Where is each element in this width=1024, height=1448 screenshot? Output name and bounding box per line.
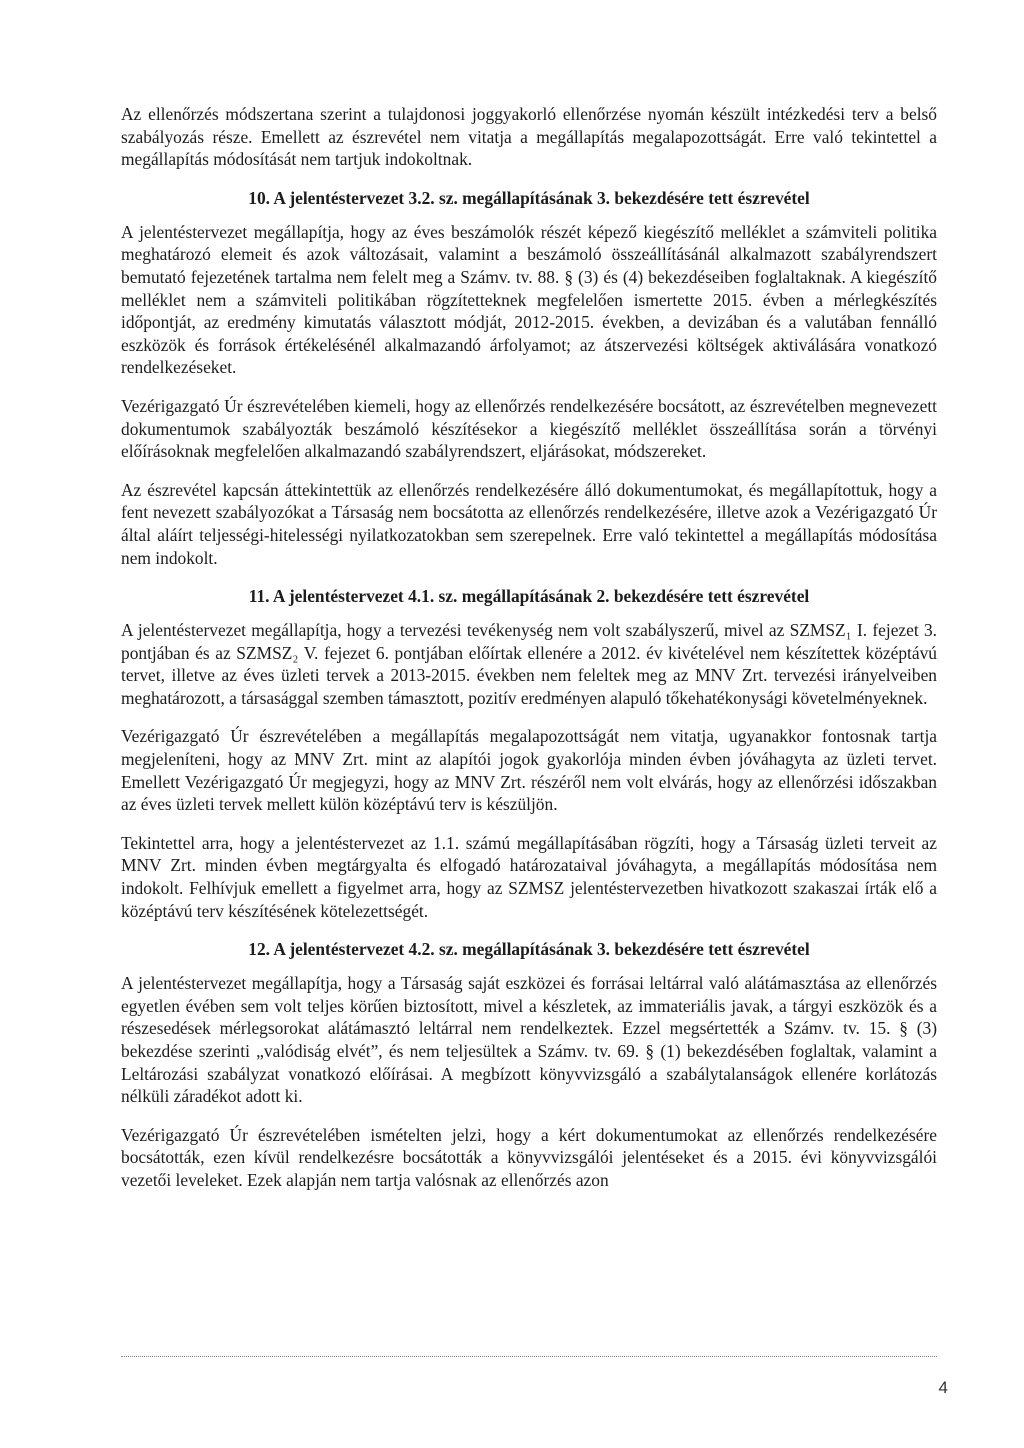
heading-12: 12. A jelentéstervezet 4.2. sz. megállapításának 3. bekezdésére tett észrevétel xyxy=(248,939,810,960)
paragraph-10-response: Az észrevétel kapcsán áttekintettük az ellenőrzés rendelkezésére álló dokumentumokat, és megállapítottuk, hogy a fent nevezett szabályozókat a Társaság nem bocsátotta az ellenőrzés rendelkezésére, illetve azok a Vezérigazgató Úr által aláírt teljességi-hitelességi nyilatkozatokban sem szerepelnek. Erre való tekintettel a megállapítás módosítása nem indokolt. xyxy=(121,479,937,568)
paragraph-12-comment: Vezérigazgató Úr észrevételében ismételten jelzi, hogy a kért dokumentumokat az ellenőrzés rendelkezésére bocsátották, ezen kívül rendelkezésre bocsátották a könyvvizsgálói jelentéseket és a 2015. évi könyvvizsgálói vezetői leveleket. Ezek alapján nem tartja valósnak az ellenőrzés azon xyxy=(121,1124,937,1190)
paragraph-11-comment: Vezérigazgató Úr észrevételében a megállapítás megalapozottságát nem vitatja, ugyanakkor fontosnak tartja megjeleníteni, hogy az MNV Zrt. mint az alapítói jogok gyakorlója minden évben jóváhagyta az üzleti tervet. Emellett Vezérigazgató Úr megjegyzi, hogy az MNV Zrt. részéről nem volt elvárás, hogy az ellenőrzési időszakban az éves üzleti tervek mellett külön középtávú terv is készüljön. xyxy=(121,726,937,815)
paragraph-intro: Az ellenőrzés módszertana szerint a tulajdonosi joggyakorló ellenőrzése nyomán készült intézkedési terv a belső szabályozás része. Emellett az észrevétel nem vitatja a megállapítás megalapozottságát. Erre való tekintettel a megállapítás módosítását nem tartjuk indokoltnak. xyxy=(121,104,937,170)
footer-rule xyxy=(121,1356,937,1357)
paragraph-10-finding: A jelentéstervezet megállapítja, hogy az éves beszámolók részét képező kiegészítő melléklet a számviteli politika meghatározó elemeit és azok változásait, valamint a beszámoló összeállításánál alkalmazott szabályrendszert bemutató fejezetének tartalma nem felelt meg a Számv. tv. 88. § (3) és (4) bekezdéseiben foglaltaknak. A kiegészítő melléklet nem a számviteli politikában rögzítetteknek megfelelően ismertette 2015. évben a mérlegkészítés időpontját, az eredmény kimutatás választott módját, 2012-2015. években, a devizában és a valutában fennálló eszközök és források értékelésénél alkalmazandó árfolyamot; az átszervezési költségek aktiválására vonatkozó rendelkezéseket. xyxy=(121,221,937,378)
paragraph-12-finding: A jelentéstervezet megállapítja, hogy a Társaság saját eszközei és forrásai leltárral való alátámasztása az ellenőrzés egyetlen évében sem volt teljes körűen biztosított, mivel a készletek, az immateriális javak, a tárgyi eszközök és a részesedések mérlegsorokat alátámasztó leltárral nem rendelkeztek. Ezzel megsértették a Számv. tv. 15. § (3) bekezdése szerinti „valódiság elvét”, és nem teljesültek a Számv. tv. 69. § (1) bekezdésében foglaltak, valamint a Leltározási szabályzat vonatkozó előírásai. A megbízott könyvvizsgáló a szabálytalanságok ellenére korlátozás nélküli záradékot adott ki. xyxy=(121,973,937,1107)
heading-11: 11. A jelentéstervezet 4.1. sz. megállapításának 2. bekezdésére tett észrevétel xyxy=(248,586,810,607)
heading-10: 10. A jelentéstervezet 3.2. sz. megállapításának 3. bekezdésére tett észrevétel xyxy=(248,187,810,208)
paragraph-11-response: Tekintettel arra, hogy a jelentéstervezet az 1.1. számú megállapításában rögzíti, hogy a Társaság üzleti terveit az MNV Zrt. minden évben megtárgyalta és elfogadó határozataival jóváhagyta, a megállapítás módosítása nem indokolt. Felhívjuk emellett a figyelmet arra, hogy az SZMSZ jelentéstervezetben hivatkozott szakaszai írták elő a középtávú terv készítésének kötelezettségét. xyxy=(121,832,937,921)
document-body xyxy=(121,103,937,1208)
paragraph-11-finding: A jelentéstervezet megállapítja, hogy a tervezési tevékenység nem volt szabályszerű, mivel az SZMSZ₁ I. fejezet 3. pontjában és az SZMSZ₂ V. fejezet 6. pontjában előírtak ellenére a 2012. év kivételével nem készítettek középtávú tervet, illetve az éves üzleti tervek a 2013-2015. években nem feleltek meg az MNV Zrt. tervezési irányelveiben meghatározott, a társasággal szemben támasztott, pozitív eredményen alapuló tőkehatékonysági követelményeknek. xyxy=(121,620,937,708)
page-number: 4 xyxy=(938,1378,948,1397)
paragraph-10-comment: Vezérigazgató Úr észrevételében kiemeli, hogy az ellenőrzés rendelkezésére bocsátott, az észrevételben megnevezett dokumentumok szabályozták beszámoló készítésekor a kiegészítő melléklet összeállítása során a törvényi előírásoknak megfelelően alkalmazandó szabályrendszert, eljárásokat, módszereket. xyxy=(121,395,937,462)
